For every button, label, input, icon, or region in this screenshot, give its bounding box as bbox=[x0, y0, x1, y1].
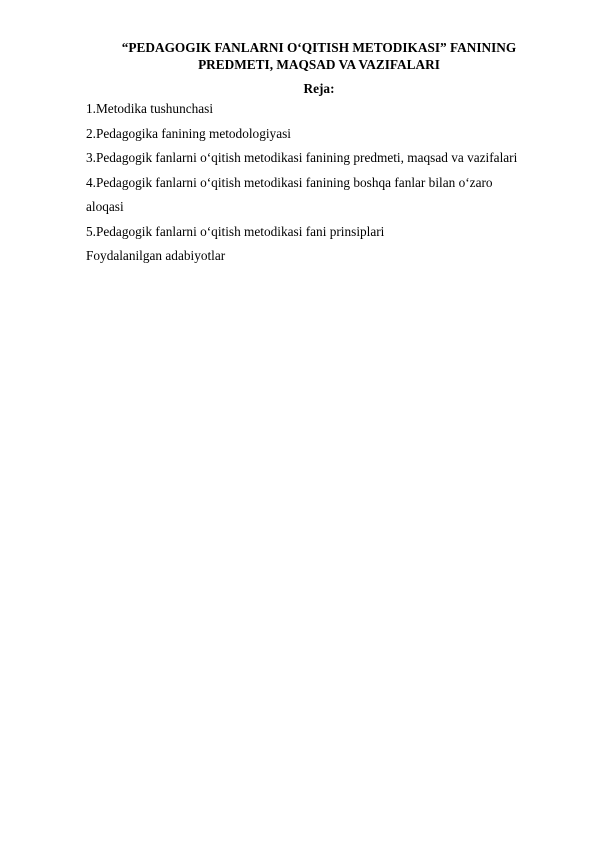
plan-item-4: 4.Pedagogik fanlarni o‘qitish metodikasi fanining boshqa fanlar bilan o‘zaro bbox=[86, 174, 493, 190]
title-line-1: “PEDAGOGIK FANLARNI O‘QITISH METODIKASI” FANINING bbox=[121, 40, 517, 55]
plan-list bbox=[86, 97, 556, 269]
title-line-2: PREDMETI, MAQSAD VA VAZIFALARI bbox=[198, 57, 440, 72]
plan-item-5: 5.Pedagogik fanlarni o‘qitish metodikasi fani prinsiplari bbox=[86, 223, 385, 239]
plan-item-2: 2.Pedagogika fanining metodologiyasi bbox=[86, 125, 291, 141]
plan-heading: Reja: bbox=[303, 81, 335, 96]
plan-item-4-continued: aloqasi bbox=[86, 199, 124, 214]
plan-item-3: 3.Pedagogik fanlarni o‘qitish metodikasi fanining predmeti, maqsad va vazifalari bbox=[86, 150, 518, 165]
plan-item-references: Foydalanilgan adabiyotlar bbox=[86, 248, 226, 263]
plan-item-1: 1.Metodika tushunchasi bbox=[86, 101, 214, 116]
document-title bbox=[86, 39, 552, 73]
